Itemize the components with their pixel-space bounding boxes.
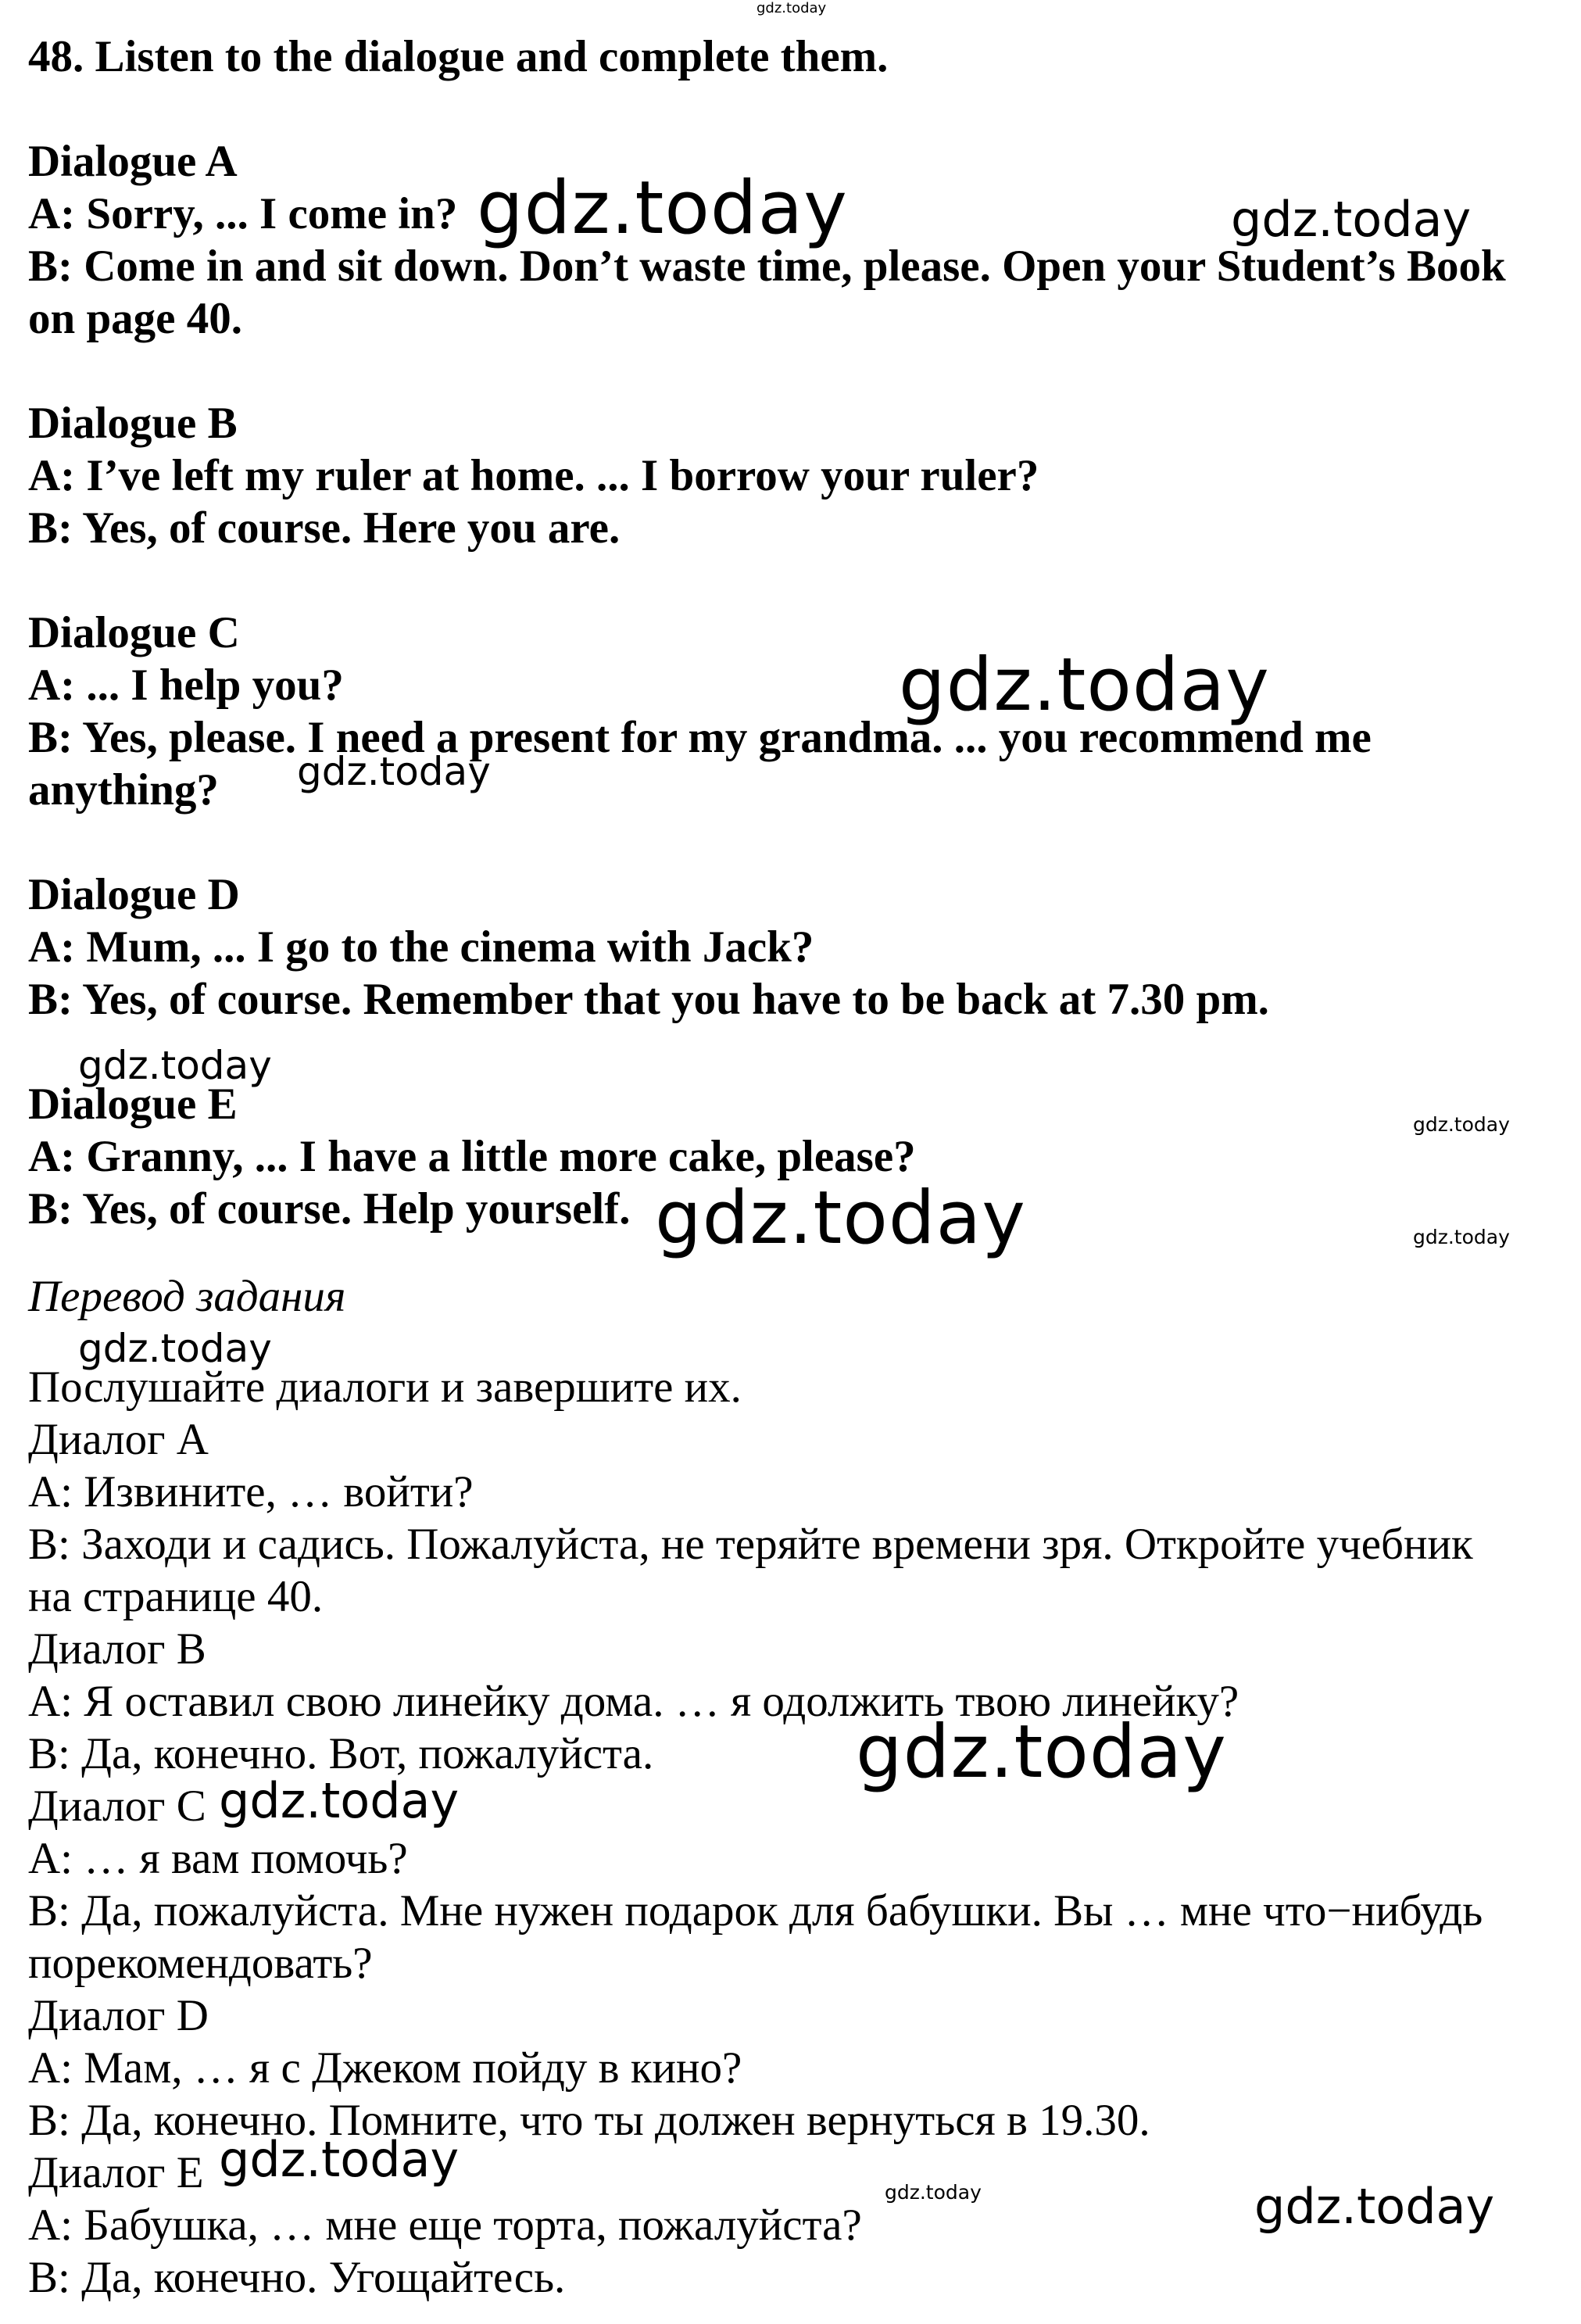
translation-line: Послушайте диалоги и завершите их. — [28, 1363, 742, 1412]
dialogue-a-heading: Dialogue A — [28, 137, 238, 186]
dialogue-e-line-2: B: Yes, of course. Help yourself. — [28, 1184, 631, 1234]
translation-line: A: Мам, … я с Джеком пойду в кино? — [28, 2043, 742, 2093]
watermark: gdz.today — [219, 2131, 460, 2188]
watermark: gdz.today — [899, 643, 1270, 728]
translation-line: A: Я оставил свою линейку дома. … я одолжить твою линейку? — [28, 1677, 1239, 1726]
dialogue-a-line-2: B: Come in and sit down. Don’t waste time, please. Open your Student’s Book — [28, 242, 1506, 291]
translation-line: на странице 40. — [28, 1572, 324, 1621]
translation-line: Диалог D — [28, 1991, 209, 2040]
translation-line: Диалог C — [28, 1781, 206, 1831]
watermark: gdz.today — [78, 1326, 272, 1371]
watermark: gdz.today — [1413, 1113, 1510, 1136]
translation-line: Диалог E — [28, 2148, 204, 2197]
dialogue-a-line-1: A: Sorry, ... I come in? — [28, 189, 458, 238]
translation-line: B: Да, конечно. Угощайтесь. — [28, 2253, 566, 2302]
translation-line: B: Да, конечно. Помните, что ты должен вернуться в 19.30. — [28, 2096, 1150, 2145]
dialogue-c-line-2: B: Yes, please. I need a present for my grandma. ... you recommend me — [28, 713, 1372, 762]
dialogue-c-line-1: A: ... I help you? — [28, 661, 344, 710]
watermark: gdz.today — [1413, 1226, 1510, 1248]
translation-line: Диалог A — [28, 1415, 209, 1464]
dialogue-d-line-2: B: Yes, of course. Remember that you have to be back at 7.30 pm. — [28, 975, 1269, 1024]
translation-line: A: … я вам помочь? — [28, 1834, 408, 1883]
translation-line: A: Бабушка, … мне еще торта, пожалуйста? — [28, 2200, 862, 2250]
watermark: gdz.today — [655, 1176, 1026, 1261]
dialogue-b-heading: Dialogue B — [28, 399, 238, 448]
watermark: gdz.today — [477, 166, 848, 251]
translation-line: B: Да, пожалуйста. Мне нужен подарок для бабушки. Вы … мне что−нибудь — [28, 1886, 1483, 1935]
watermark: gdz.today — [78, 1043, 272, 1088]
translation-line: B: Да, конечно. Вот, пожалуйста. — [28, 1729, 654, 1778]
dialogue-b-line-2: B: Yes, of course. Here you are. — [28, 503, 621, 553]
dialogue-e-heading: Dialogue E — [28, 1080, 238, 1129]
translation-line: A: Извините, … войти? — [28, 1467, 474, 1517]
dialogue-c-line-3: anything? — [28, 765, 219, 815]
watermark: gdz.today — [856, 1710, 1227, 1795]
watermark: gdz.today — [297, 749, 491, 794]
dialogue-c-heading: Dialogue C — [28, 608, 240, 657]
watermark: gdz.today — [885, 2181, 982, 2204]
watermark: gdz.today — [219, 1772, 460, 1829]
translation-line: Диалог B — [28, 1624, 206, 1674]
watermark: gdz.today — [757, 0, 827, 16]
translation-line: порекомендовать? — [28, 1939, 373, 1988]
exercise-title: 48. Listen to the dialogue and complete them. — [28, 32, 889, 81]
dialogue-d-line-1: A: Mum, ... I go to the cinema with Jack? — [28, 922, 814, 972]
dialogue-a-line-3: on page 40. — [28, 294, 242, 343]
dialogue-d-heading: Dialogue D — [28, 870, 240, 919]
watermark: gdz.today — [1231, 191, 1472, 248]
dialogue-e-line-1: A: Granny, ... I have a little more cake, please? — [28, 1132, 916, 1181]
translation-heading: Перевод задания — [28, 1272, 346, 1321]
dialogue-b-line-1: A: I’ve left my ruler at home. ... I borrow your ruler? — [28, 451, 1039, 500]
watermark: gdz.today — [1254, 2178, 1495, 2235]
translation-line: B: Заходи и садись. Пожалуйста, не теряйте времени зря. Откройте учебник — [28, 1520, 1473, 1569]
